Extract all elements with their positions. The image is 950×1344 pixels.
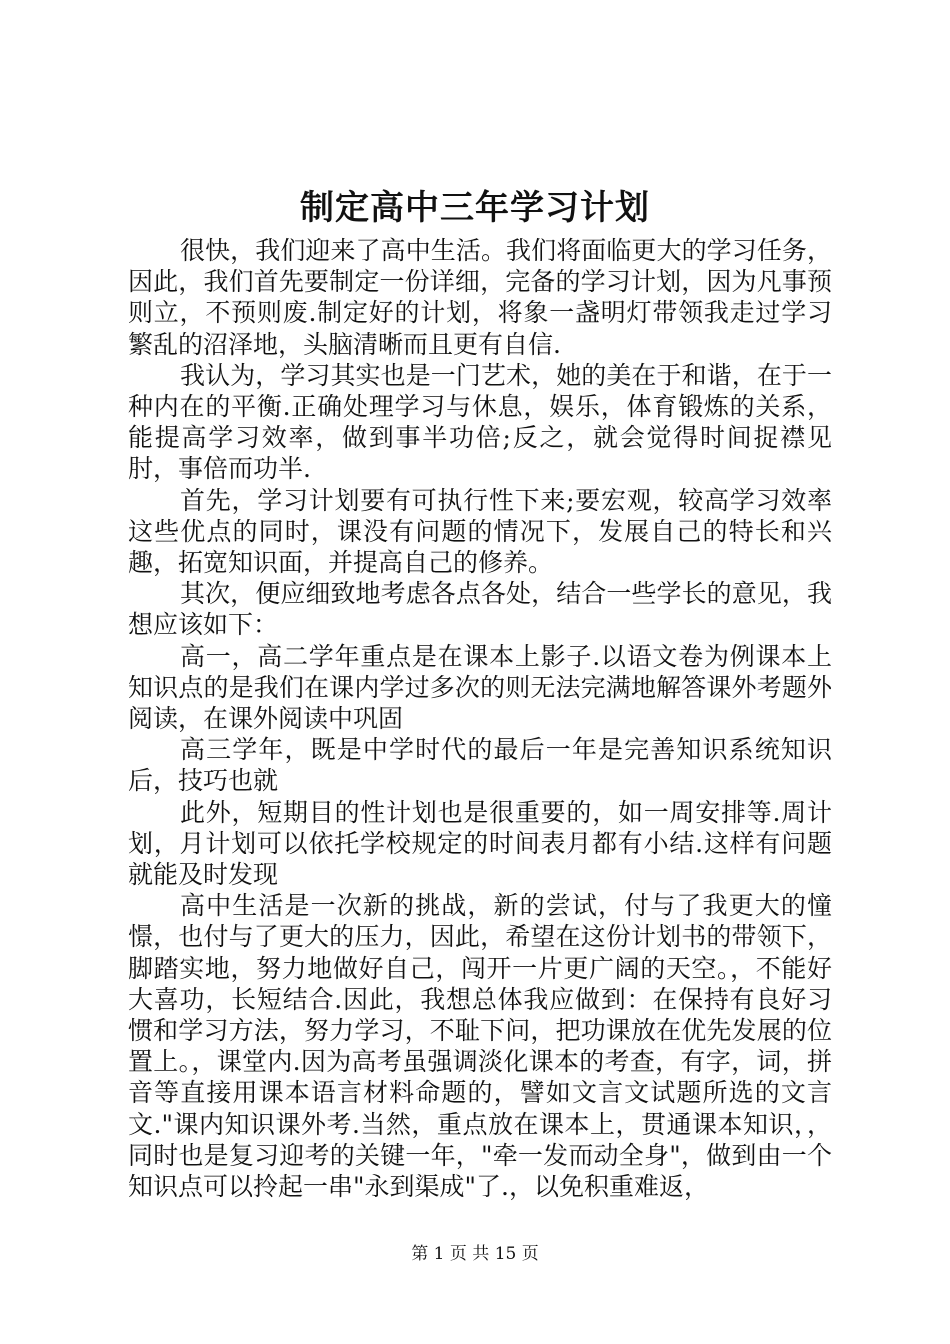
- paragraph-4: 其次，便应细致地考虑各点各处，结合一些学长的意见，我想应该如下：: [128, 579, 832, 640]
- document-body: [128, 235, 832, 1202]
- paragraph-8: 高中生活是一次新的挑战，新的尝试，付与了我更大的憧憬，也付与了更大的压力，因此，希望在这份计划书的带领下，脚踏实地，努力地做好自己，闯开一片更广阔的天空。，不能好大喜功，长短结合.因此，我想总体我应做到：在保持有良好习惯和学习方法，努力学习，不耻下问，把功课放在优先发展的位置上。，课堂内.因为高考虽强调淡化课本的考查，有字，词，拼音等直接用课本语言材料命题的，譬如文言文试题所选的文言文."课内知识课外考.当然，重点放在课本上，贯通课本知识，，同时也是复习迎考的关键一年，"牵一发而动全身"，做到由一个知识点可以拎起一串"永到渠成"了.，以免积重难返，: [128, 891, 832, 1202]
- document-title: 制定高中三年学习计划: [300, 188, 650, 228]
- paragraph-3: 首先，学习计划要有可执行性下来;要宏观，较高学习效率这些优点的同时，课没有问题的情况下，发展自己的特长和兴趣，拓宽知识面，并提高自己的修养。: [128, 485, 832, 578]
- paragraph-1: 很快，我们迎来了高中生活。我们将面临更大的学习任务，因此，我们首先要制定一份详细，完备的学习计划，因为凡事预则立，不预则废.制定好的计划，将象一盏明灯带领我走过学习繁乱的沼泽地，头脑清晰而且更有自信.: [128, 236, 832, 359]
- paragraph-6: 高三学年，既是中学时代的最后一年是完善知识系统知识后，技巧也就: [128, 735, 832, 796]
- paragraph-7: 此外，短期目的性计划也是很重要的，如一周安排等.周计划，月计划可以依托学校规定的时间表月都有小结.这样有问题就能及时发现: [128, 797, 832, 890]
- paragraph-5: 高一，高二学年重点是在课本上影子.以语文卷为例课本上知识点的是我们在课内学过多次的则无法完满地解答课外考题外阅读，在课外阅读中巩固: [128, 641, 832, 734]
- paragraph-2: 我认为，学习其实也是一门艺术，她的美在于和谐，在于一种内在的平衡.正确处理学习与休息，娱乐，体育锻炼的关系，能提高学习效率，做到事半功倍;反之，就会觉得时间捉襟见肘，事倍而功半.: [128, 360, 832, 484]
- page-number-footer: 第 1 页 共 15 页: [411, 1244, 539, 1264]
